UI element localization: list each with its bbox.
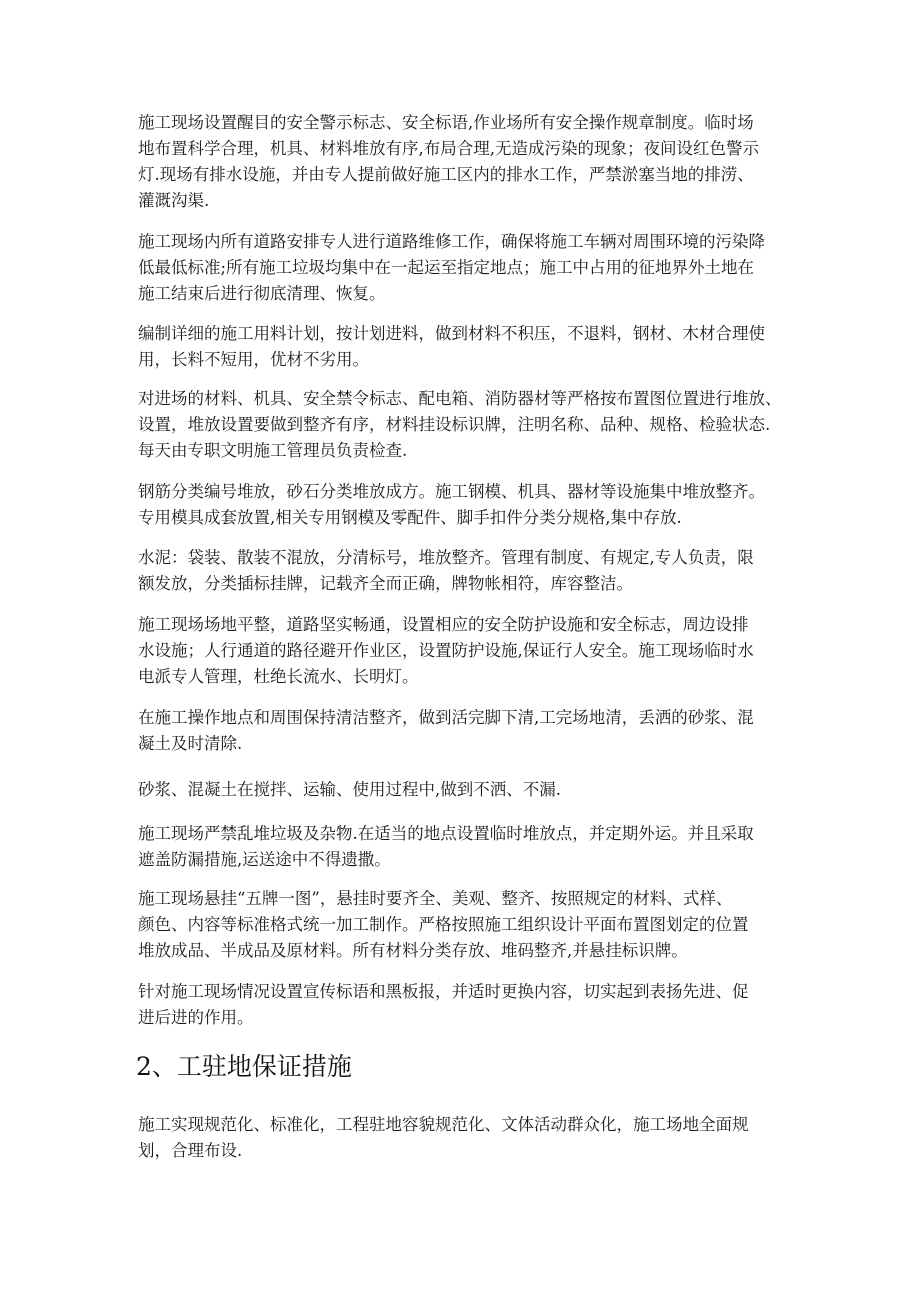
text-line: 额发放，分类插标挂牌，记载齐全而正确，牌物帐相符，库容整洁。 xyxy=(138,574,633,593)
paragraph-material-plan xyxy=(138,321,765,373)
text-line: 对进场的材料、机具、安全禁令标志、配电箱、消防器材等严格按布置图位置进行堆放、 xyxy=(138,389,782,408)
paragraph-waste-disposal xyxy=(138,821,754,873)
paragraph-material-stacking xyxy=(138,386,782,464)
text-line: 进后进的作用。 xyxy=(138,1008,254,1027)
text-line: 在施工操作地点和周围保持清洁整齐，做到活完脚下清,工完场地清，丢洒的砂浆、混 xyxy=(138,708,754,727)
text-line: 施工现场场地平整，道路坚实畅通，设置相应的安全防护设施和安全标志，周边设排 xyxy=(138,615,749,634)
text-line: 水设施；人行通道的路径避开作业区，设置防护设施,保证行人安全。施工现场临时水 xyxy=(138,641,754,660)
paragraph-cement-management xyxy=(138,545,754,597)
text-line: 每天由专职文明施工管理员负责检查. xyxy=(138,441,408,460)
text-line: 水泥：袋装、散装不混放，分清标号，堆放整齐。管理有制度、有规定,专人负责，限 xyxy=(138,548,754,567)
text-line: 砂浆、混凝土在搅拌、运输、使用过程中,做到不洒、不漏. xyxy=(138,780,561,799)
paragraph-road-maintenance xyxy=(138,229,765,307)
text-line: 设置，堆放设置要做到整齐有序，材料挂设标识牌，注明名称、品种、规格、检验状态. xyxy=(138,415,771,434)
text-line: 用，长料不短用，优材不劣用。 xyxy=(138,350,369,369)
text-line: 凝土及时清除. xyxy=(138,734,243,753)
text-line: 地布置科学合理，机具、材料堆放有序,布局合理,无造成污染的现象；夜间设红色警示 xyxy=(138,139,759,158)
text-line: 编制详细的施工用料计划，按计划进料，做到材料不积压，不退料，钢材、木材合理使 xyxy=(138,324,765,343)
text-line: 低最低标准;所有施工垃圾均集中在一起运至指定地点；施工中占用的征地界外土地在 xyxy=(138,258,755,277)
text-line: 施工实现规范化、标准化，工程驻地容貌规范化、文体活动群众化，施工场地全面规 xyxy=(138,1115,749,1134)
paragraph-mortar-transport xyxy=(138,777,561,803)
section-heading: 2、工驻地保证措施 xyxy=(136,1052,352,1081)
text-line: 施工结束后进行彻底清理、恢复。 xyxy=(138,284,386,303)
text-line: 施工现场严禁乱堆垃圾及杂物.在适当的地点设置临时堆放点，并定期外运。并且采取 xyxy=(138,824,754,843)
paragraph-site-cleanliness xyxy=(138,705,754,757)
text-line: 施工现场内所有道路安排专人进行道路维修工作，确保将施工车辆对周围环境的污染降 xyxy=(138,232,765,251)
paragraph-standardization xyxy=(138,1112,749,1164)
text-line: 划，合理布设. xyxy=(138,1141,243,1160)
text-line: 专用模具成套放置,相关专用钢模及零配件、脚手扣件分类分规格,集中存放. xyxy=(138,508,682,527)
paragraph-five-boards-one-map xyxy=(138,886,749,964)
paragraph-site-leveling xyxy=(138,612,754,690)
text-line: 针对施工现场情况设置宣传标语和黑板报，并适时更换内容，切实起到表扬先进、促 xyxy=(138,982,749,1001)
text-line: 灯.现场有排水设施，并由专人提前做好施工区内的排水工作，严禁淤塞当地的排涝、 xyxy=(138,165,754,184)
text-line: 灌溉沟渠. xyxy=(138,191,210,210)
paragraph-site-safety-signs xyxy=(138,110,759,214)
text-line: 颜色、内容等标准格式统一加工制作。严格按照施工组织设计平面布置图划定的位置 xyxy=(138,915,749,934)
text-line: 施工现场悬挂“五牌一图”，悬挂时要齐全、美观、整齐、按照规定的材料、式样、 xyxy=(138,889,733,908)
text-line: 电派专人管理，杜绝长流水、长明灯。 xyxy=(138,667,419,686)
text-line: 遮盖防漏措施,运送途中不得遗撒。 xyxy=(138,850,391,869)
text-line: 钢筋分类编号堆放，砂石分类堆放成方。施工钢模、机具、器材等设施集中堆放整齐。 xyxy=(138,482,765,501)
paragraph-publicity-boards xyxy=(138,979,749,1031)
paragraph-rebar-storage xyxy=(138,479,765,531)
text-line: 施工现场设置醒目的安全警示标志、安全标语,作业场所有安全操作规章制度。临时场 xyxy=(138,113,754,132)
text-line: 堆放成品、半成品及原材料。所有材料分类存放、堆码整齐,并悬挂标识牌。 xyxy=(138,941,688,960)
